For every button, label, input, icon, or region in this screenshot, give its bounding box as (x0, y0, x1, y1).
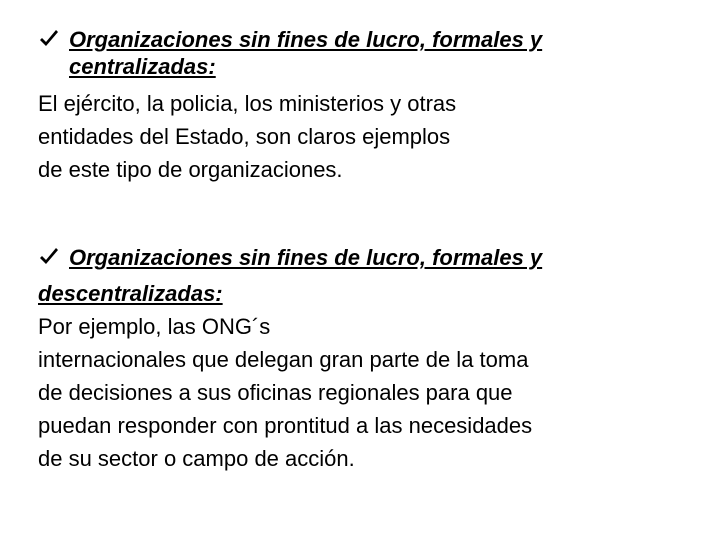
section-heading: Organizaciones sin fines de lucro, formales y (69, 27, 543, 52)
body-text-line: entidades del Estado, son claros ejemplos (38, 124, 451, 149)
section-heading-continued: centralizadas: (69, 54, 216, 79)
body-text-line: Por ejemplo, las ONG´s (38, 314, 271, 339)
body-text-line: El ejército, la policia, los ministerios y otras (38, 91, 457, 116)
body-text-line: de este tipo de organizaciones. (38, 157, 343, 182)
section-heading-continued: descentralizadas: (38, 281, 223, 306)
body-text-line: de decisiones a sus oficinas regionales para que (38, 380, 513, 405)
body-text-line: puedan responder con prontitud a las necesidades (38, 413, 533, 438)
section-heading: Organizaciones sin fines de lucro, formales y (69, 245, 543, 270)
checkmark-icon (38, 245, 60, 269)
body-text-line: de su sector o campo de acción. (38, 446, 355, 471)
body-text-line: internacionales que delegan gran parte de la toma (38, 347, 529, 372)
checkmark-icon (38, 27, 60, 51)
